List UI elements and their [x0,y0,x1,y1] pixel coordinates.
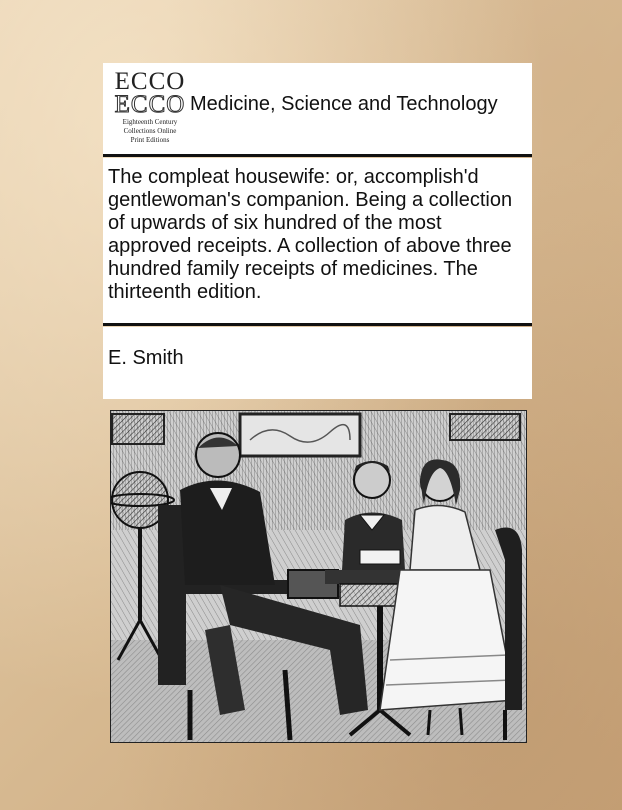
logo-mark-top: ECCO [114,68,186,95]
logo-sub-line-1: Eighteenth Century [122,118,178,126]
author-panel [103,327,532,399]
book-title: The compleat housewife: or, accomplish'd gentlewoman's companion. Being a collection of upwards of six hundred of the most approved receipts. A collection of above three hundred family receipts of medicines. The thirteenth edition. [108,166,513,303]
divider-rule-top [103,154,532,157]
series-title: Medicine, Science and Technology [190,93,498,115]
engraving-svg [110,410,527,743]
logo-mark-bottom: ECCO [114,91,186,118]
ecco-logo [111,68,189,147]
cover-engraving [110,410,527,743]
wall-map-icon [240,414,360,456]
header-panel [103,63,532,154]
divider-rule-bottom [103,323,532,326]
title-panel [103,158,532,323]
logo-sub-line-3: Print Editions [130,136,170,144]
logo-sub-line-2: Collections Online [123,127,177,135]
book-author: E. Smith [108,347,184,369]
